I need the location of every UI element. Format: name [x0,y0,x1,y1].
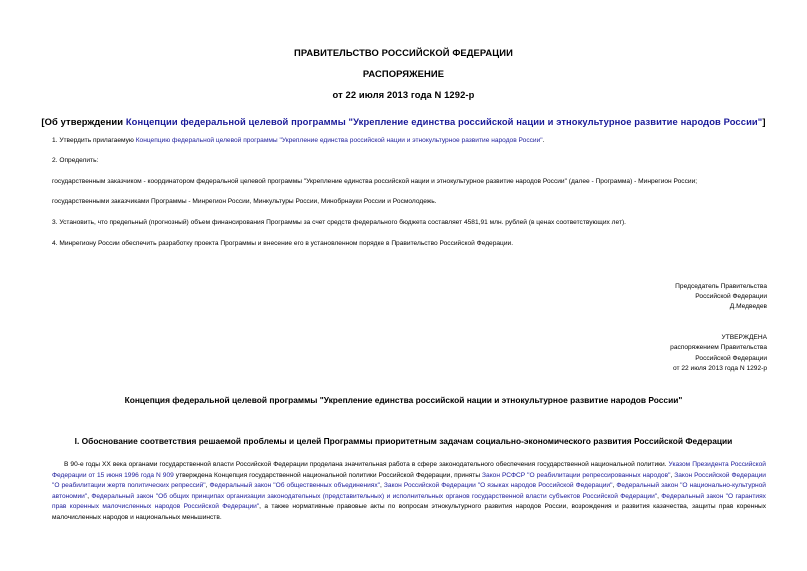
signature-block [675,282,767,312]
body-link-law-indigenous-rights[interactable]: Федеральный закон "О гарантиях прав коренных малочисленных народов Российской Федерации" [52,492,766,511]
approved-line-4: от 22 июля 2013 года N 1292-р [672,364,767,372]
concept-title: Концепция федеральной целевой программы "Укрепление единства российской нации и этнокультурное развитие народов России" [124,395,683,405]
document-title [0,116,807,127]
item-3: 3. Установить, что предельный (прогнозный) объем финансирования Программы за счет средств федерального бюджета составляет 4581,91 млн. рублей (в ценах соответствующих лет). [52,219,627,226]
body-link-law-political-repression[interactable]: Закон Российской Федерации "О реабилитации жертв политических репрессий" [52,471,766,490]
approved-line-2: распоряжением Правительства [670,344,767,352]
item-2b: государственными заказчиками Программы - Минрегион России, Минкультуры России, Минобрнауки России и Росмолодежь. [52,198,437,205]
document-type: РАСПОРЯЖЕНИЕ [362,68,445,79]
item-1-concept-link[interactable]: Концепцию федеральной целевой программы "Укрепление единства российской нации и этнокультурное развитие народов России" [135,137,543,144]
body-link-law-repressed-peoples[interactable]: Закон РСФСР "О реабилитации репрессированных народов" [482,471,671,479]
item-2a: государственным заказчиком - координатором федеральной целевой программы "Укрепление единства российской нации и этнокультурное развитие народов России" (далее - Программа) - Минрегион России; [52,178,698,185]
body-text-2: утверждена Концепция государственной национальной политики Российской Федерации, приняты [173,471,483,479]
body-text-3: , [670,471,675,479]
approved-block [670,333,767,374]
title-prefix: [Об утверждении [41,116,126,127]
signature-line-2: Российской Федерации [695,293,767,300]
section-1-title: I. Обоснование соответствия решаемой проблемы и целей Программы приоритетным задачам социально-экономического развития Российской Федерации [74,436,733,446]
item-1 [52,137,544,145]
body-link-law-regional-government[interactable]: Федеральный закон "Об общих принципах организации законодательных (представительных) и исполнительных органов государственной власти субъектов Российской Федерации" [91,492,658,500]
body-link-law-cultural-autonomy[interactable]: Федеральный закон "О национально-культурной автономии" [52,482,766,500]
body-text-1: В 90-е годы XX века органами государственной власти Российской Федерации проделана значительная работа в сфере законодательного обеспечения государственной национальной политики. [64,461,669,468]
body-paragraph [52,460,766,524]
body-text-4: , [205,482,210,490]
title-suffix: ] [762,116,766,127]
title-concept-link[interactable]: Концепции федеральной целевой программы "Укрепление единства российской нации и этнокультурное развитие народов России" [125,116,763,127]
body-text-6: , [612,482,617,490]
approved-line-3: Российской Федерации [695,354,767,362]
item-4: 4. Минрегиону России обеспечить разработку проекта Программы и внесение его в установленном порядке в Правительство Российской Федерации. [52,240,514,247]
approved-line-1: УТВЕРЖДЕНА [721,334,767,341]
body-text-9: , а также нормативные правовые акты по вопросам этнокультурного развития народов России, возрождения и развития казачества, защиты прав коренных малочисленных народов и национальных меньшинств. [52,503,766,521]
item-2: 2. Определить: [52,157,99,164]
body-link-law-languages[interactable]: Закон Российской Федерации "О языках народов Российской Федерации" [383,482,613,490]
body-link-decree-909[interactable]: Указом Президента Российской Федерации от 15 июня 1996 года N 909 [52,461,766,479]
signature-line-1: Председатель Правительства [675,283,767,290]
body-text-7: , [87,492,92,500]
document-date-number: от 22 июля 2013 года N 1292-р [332,89,475,100]
item-1-prefix: 1. Утвердить прилагаемую [52,137,136,144]
body-text-8: , [657,492,662,500]
org-name: ПРАВИТЕЛЬСТВО РОССИЙСКОЙ ФЕДЕРАЦИИ [294,47,513,58]
body-text-5: , [380,482,384,490]
body-link-law-public-associations[interactable]: Федеральный закон "Об общественных объединениях" [209,482,381,490]
signature-line-3: Д.Медведев [729,303,767,310]
item-1-suffix: . [542,137,545,144]
